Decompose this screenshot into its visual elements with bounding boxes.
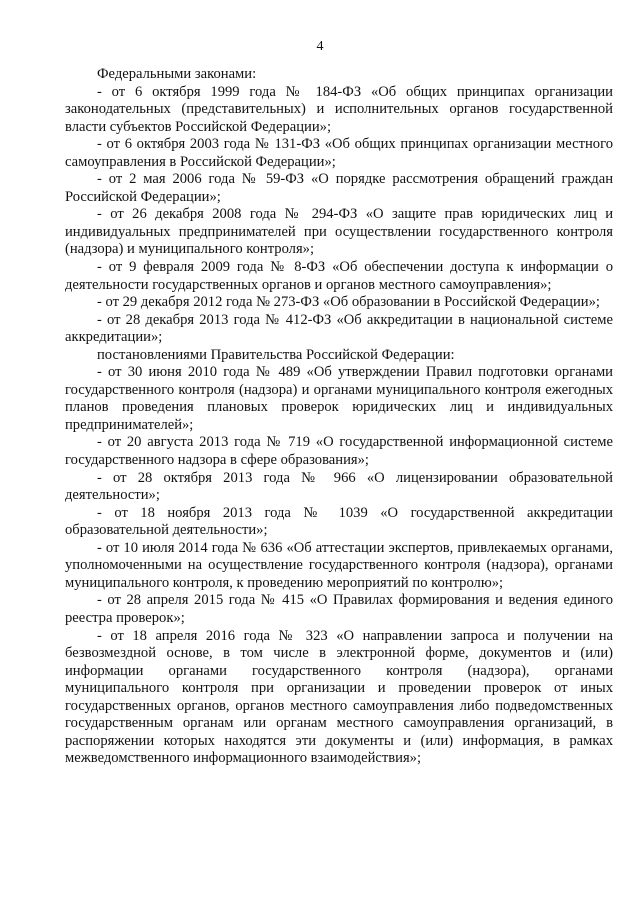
list-item-resolution-719: - от 20 августа 2013 года № 719 «О государственной информационной системе государственного надзора в сфере образования»; (65, 434, 613, 469)
list-item-resolution-415: - от 28 апреля 2015 года № 415 «О Правилах формирования и ведения единого реестра проверок»; (65, 592, 613, 626)
list-item-resolution-489: - от 30 июня 2010 года № 489 «Об утверждении Правил подготовки органами государственного контроля (надзора) и органами муниципального контроля ежегодных планов проведения плановых проверок юридических лиц и индивидуальных предпринимателей»; (65, 364, 613, 433)
list-item-law-59-fz: - от 2 мая 2006 года № 59-ФЗ «О порядке рассмотрения обращений граждан Российской Федерации»; (65, 171, 613, 205)
list-item-law-412-fz: - от 28 декабря 2013 года № 412-ФЗ «Об аккредитации в национальной системе аккредитации»; (65, 311, 613, 346)
list-item-law-131-fz: - от 6 октября 2003 года № 131-ФЗ «Об общих принципах организации местного самоуправления в Российской Федерации»; (65, 136, 613, 170)
page-number: 4 (316, 39, 324, 54)
list-item-resolution-1039: - от 18 ноября 2013 года № 1039 «О государственной аккредитации образовательной деятельности»; (65, 504, 613, 539)
document-body (65, 66, 613, 768)
list-item-resolution-966: - от 28 октября 2013 года № 966 «О лицензировании образовательной деятельности»; (65, 469, 613, 504)
list-item-resolution-323: - от 18 апреля 2016 года № 323 «О направлении запроса и получении на безвозмездной основе, в том числе в электронной форме, документов и (или) информации органами государственного контроля (надзора), органами муниципального контроля при организации и проведении проверок от иных государственных органов, органов местного самоуправления либо подведомственных государственным органам или органам местного самоуправления организаций, в распоряжении которых находятся эти документы и (или) информация, в рамках межведомственного информационного взаимодействия»; (65, 627, 613, 767)
list-item-resolution-636: - от 10 июля 2014 года № 636 «Об аттестации экспертов, привлекаемых органами, уполномоченными на осуществление государственного контроля (надзора), органами муниципального контроля, к проведению мероприятий по контролю»; (65, 539, 613, 591)
list-item-law-8-fz: - от 9 февраля 2009 года № 8-ФЗ «Об обеспечении доступа к информации о деятельности государственных органов и органов местного самоуправления»; (65, 259, 613, 293)
paragraph-federal-laws-heading: Федеральными законами: (97, 66, 257, 82)
list-item-law-273-fz: - от 29 декабря 2012 года № 273-ФЗ «Об образовании в Российской Федерации»; (97, 294, 600, 311)
list-item-law-294-fz: - от 26 декабря 2008 года № 294-ФЗ «О защите прав юридических лиц и индивидуальных предпринимателей при осуществлении государственного контроля (надзора) и муниципального контроля»; (65, 206, 613, 258)
list-item-law-184-fz: - от 6 октября 1999 года № 184-ФЗ «Об общих принципах организации законодательных (представительных) и исполнительных органов государственной власти субъектов Российской Федерации»; (65, 83, 613, 135)
paragraph-government-resolutions-heading: постановлениями Правительства Российской Федерации: (97, 346, 455, 363)
